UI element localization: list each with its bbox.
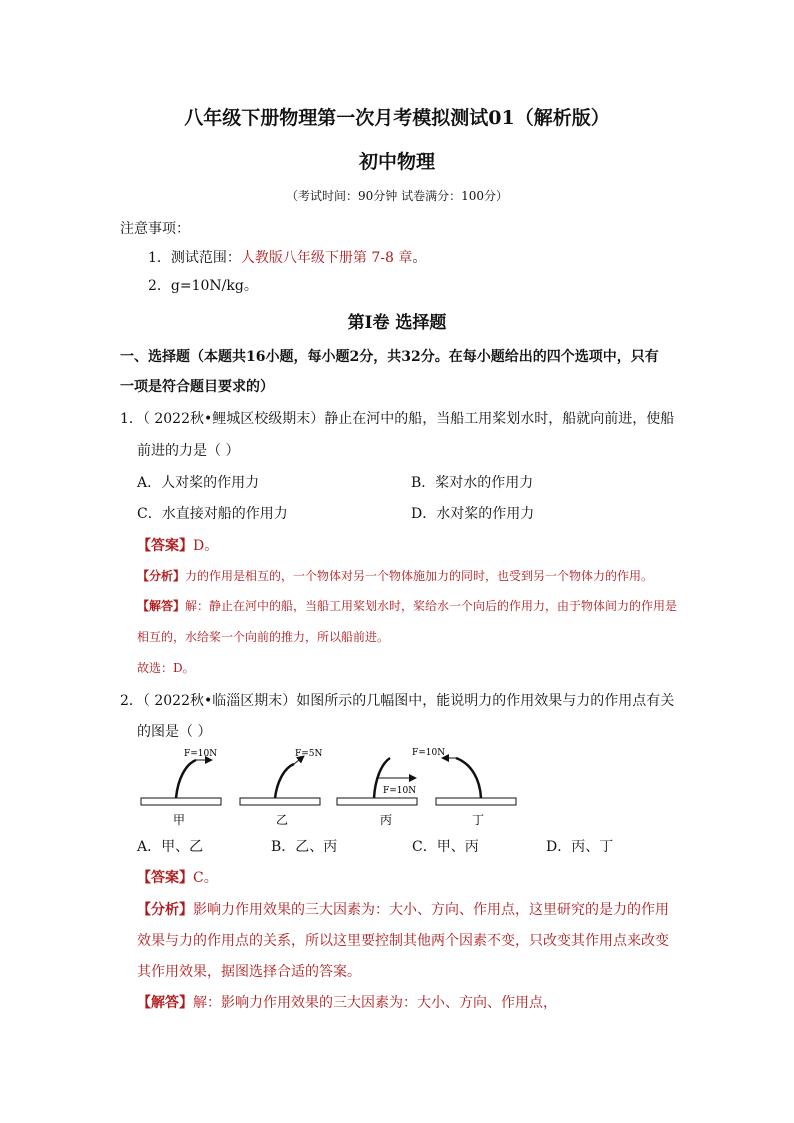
q2-answer xyxy=(137,867,218,887)
q1-analysis xyxy=(137,567,653,584)
panel-label: 丙 xyxy=(380,813,393,827)
bent-rod xyxy=(275,764,294,798)
q2-option-d: D．丙、丁 xyxy=(546,839,614,855)
q1-stem-line-2: 前进的力是（ ） xyxy=(137,443,240,459)
q2-solution-tag: 【解答】 xyxy=(137,995,193,1011)
q2-option-a: A．甲、乙 xyxy=(137,839,204,855)
q2-analysis-text-1: 影响力作用效果的三大因素为：大小、方向、作用点，这里研究的是力的作用 xyxy=(193,902,669,918)
force-label: F=10N xyxy=(412,748,446,758)
q1-option-b: B．桨对水的作用力 xyxy=(411,475,534,491)
force-label: F=5N xyxy=(295,749,323,759)
q2-analysis-tag: 【分析】 xyxy=(137,902,193,918)
q1-solution-text-1: 解：静止在河中的船，当船工用桨划水时，桨给水一个向后的作用力，由于物体间力的作用是 xyxy=(185,599,678,613)
q2-analysis-line-3: 其作用效果，据图选择合适的答案。 xyxy=(137,964,361,980)
section-instructions-line-2: 一项是符合题目要求的） xyxy=(120,379,274,395)
q2-answer-value: C。 xyxy=(193,870,218,886)
base-plate xyxy=(337,798,417,805)
figure-panel-yi xyxy=(240,749,323,827)
q2-solution-line-1 xyxy=(137,992,557,1012)
q2-analysis-line-2: 效果与力的作用点的关系，所以这里要控制其他两个因素不变，只改变其作用点来改变 xyxy=(137,933,669,949)
q1-answer xyxy=(137,535,218,555)
q2-figure xyxy=(138,742,522,832)
panel-label: 丁 xyxy=(472,813,485,827)
figure-panel-jia xyxy=(141,749,221,827)
q2-stem-line-2: 的图是（ ） xyxy=(137,724,212,740)
q2-answer-tag: 【答案】 xyxy=(137,870,193,886)
section-title: 第Ⅰ卷 选择题 xyxy=(347,313,447,333)
q1-solution-line-2: 相互的，水给桨一个向前的推力，所以船前进。 xyxy=(137,630,390,644)
section-instructions-line-1: 一、选择题（本题共16小题，每小题2分，共32分。在每小题给出的四个选项中，只有 xyxy=(120,349,659,365)
figure-panel-ding xyxy=(412,748,516,827)
force-label: F=10N xyxy=(184,749,218,759)
notes-item-1 xyxy=(148,247,426,267)
panel-label: 甲 xyxy=(173,813,186,827)
q1-option-a: A．人对桨的作用力 xyxy=(137,475,260,491)
panel-label: 乙 xyxy=(276,813,289,827)
q1-solution-line-1 xyxy=(137,597,677,614)
q1-stem-line-1: 1．（ 2022秋•鲤城区校级期末）静止在河中的船，当船工用桨划水时，船就向前进，使船 xyxy=(120,411,675,427)
q2-analysis-line-1 xyxy=(137,899,669,919)
figure-panel-bing xyxy=(337,758,417,827)
notes-item-1-suffix: 。 xyxy=(412,250,427,266)
notes-item-1-prefix: 1．测试范围： xyxy=(148,250,241,266)
notes-item-2: 2．g=10N/kg。 xyxy=(148,278,258,294)
q1-option-c: C．水直接对船的作用力 xyxy=(137,506,288,522)
base-plate xyxy=(141,798,221,805)
q1-solution-tag: 【解答】 xyxy=(137,599,186,613)
notes-heading: 注意事项： xyxy=(120,221,190,237)
bent-rod xyxy=(456,758,481,798)
force-label: F=10N xyxy=(383,786,417,796)
q1-analysis-text: 力的作用是相互的，一个物体对另一个物体施加力的同时，也受到另一个物体力的作用。 xyxy=(185,569,654,583)
page-subtitle: 初中物理 xyxy=(358,151,435,173)
q2-stem-line-1: 2．（ 2022秋•临淄区期末）如图所示的几幅图中，能说明力的作用效果与力的作用点有关 xyxy=(120,693,675,709)
q1-answer-value: D。 xyxy=(193,538,219,554)
q1-choice: 故选：D。 xyxy=(137,661,195,675)
base-plate xyxy=(436,798,516,805)
base-plate xyxy=(240,798,320,805)
notes-item-1-range: 人教版八年级下册第 7-8 章 xyxy=(240,250,413,266)
q1-answer-tag: 【答案】 xyxy=(137,538,193,554)
exam-info: （考试时间：90分钟 试卷满分：100分） xyxy=(286,189,508,203)
q2-solution-text-1: 解：影响力作用效果的三大因素为：大小、方向、作用点， xyxy=(193,995,557,1011)
q1-option-d: D．水对桨的作用力 xyxy=(411,506,535,522)
page-title: 八年级下册物理第一次月考模拟测试01（解析版） xyxy=(184,107,610,129)
q2-option-c: C．甲、丙 xyxy=(412,839,479,855)
q1-analysis-tag: 【分析】 xyxy=(137,569,186,583)
bent-rod xyxy=(176,760,196,798)
q2-option-b: B．乙、丙 xyxy=(271,839,338,855)
